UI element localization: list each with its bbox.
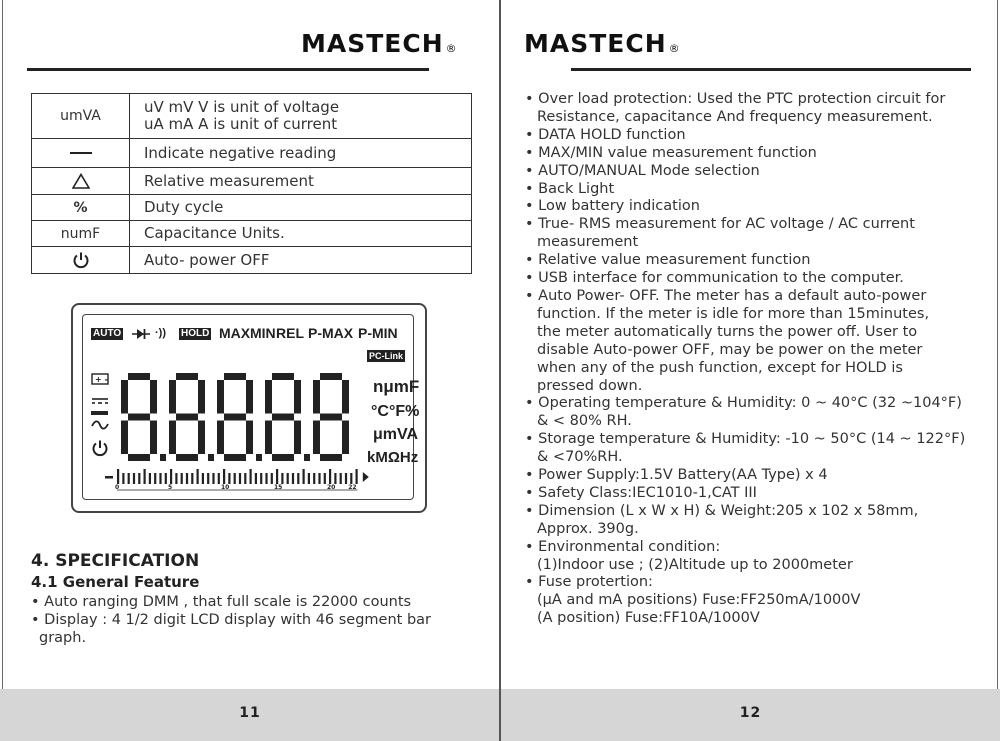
bar-segment <box>292 473 294 484</box>
feature-list <box>525 91 965 628</box>
digit-segment <box>342 380 349 414</box>
symbol-cell <box>32 247 130 274</box>
feature-item: • Storage temperature & Humidity: -10 ~ 50°C (14 ~ 122°F) <box>525 431 966 448</box>
power-icon <box>72 251 90 269</box>
digit-segment <box>342 421 349 455</box>
symbol-cell: umVA <box>32 94 130 139</box>
feature-item: • True- RMS measurement for AC voltage / AC current <box>525 216 915 233</box>
bar-segment <box>197 469 199 484</box>
feature-item: • Over load protection: Used the PTC protection circuit for <box>525 91 946 107</box>
feature-item-continuation: (1)Indoor use ; (2)Altitude up to 2000meter <box>537 556 853 573</box>
page-edge <box>2 0 3 741</box>
feature-line: • Display : 4 1/2 digit LCD display with 46 segment bar <box>31 612 432 628</box>
feature-item: • Auto Power- OFF. The meter has a default auto-power <box>525 287 927 304</box>
section-heading: 4. SPECIFICATION <box>31 551 200 571</box>
feature-item: • Back Light <box>525 180 615 197</box>
digit-segment <box>320 373 342 380</box>
digit-segment <box>320 454 342 461</box>
bar-segment <box>144 469 146 484</box>
symbol-cell: numF <box>32 221 130 247</box>
bar-segment <box>122 473 124 484</box>
bar-segment <box>308 473 310 484</box>
digit-segment <box>217 380 224 414</box>
feature-item-continuation: (μA and mA positions) Fuse:FF250mA/1000V <box>537 592 861 609</box>
digit-segment <box>246 421 253 455</box>
bar-segment <box>324 473 326 484</box>
bar-segment <box>340 473 342 484</box>
bar-segment <box>234 473 236 484</box>
min-indicator: MIN <box>250 325 276 341</box>
auto-indicator: AUTO <box>93 328 122 339</box>
bar-segment <box>334 473 336 484</box>
header-rule <box>571 68 971 71</box>
bar-segment <box>202 473 204 484</box>
svg-text:+ -: + - <box>95 375 108 384</box>
ac-icon <box>91 420 109 430</box>
diode-icon <box>132 328 150 340</box>
digit-segment <box>128 454 150 461</box>
header-rule <box>27 68 429 71</box>
symbol-cell <box>32 139 130 168</box>
feature-item: • DATA HOLD function <box>525 126 686 143</box>
subsection-heading: 4.1 General Feature <box>31 573 200 591</box>
feature-item: • Dimension (L x W x H) & Weight:205 x 102 x 58mm, <box>525 502 919 519</box>
digit-segment <box>320 414 342 421</box>
table-row <box>32 247 472 274</box>
digit-segment <box>128 373 150 380</box>
bar-segment <box>165 473 167 484</box>
bar-segment <box>218 473 220 484</box>
feature-item-continuation: function. If the meter is idle for more than 15minutes, <box>537 305 930 322</box>
bar-segment <box>117 469 119 484</box>
digit-segment <box>121 421 128 455</box>
description-cell: Duty cycle <box>130 195 472 221</box>
decimal-point <box>160 454 166 461</box>
scale-label: 0 <box>115 484 120 491</box>
rel-indicator: REL <box>276 325 304 341</box>
scale-label: 20 <box>327 484 336 491</box>
temperature-units: °C°F% <box>371 403 420 420</box>
digit-segment <box>294 421 301 455</box>
digit-segment <box>265 421 272 455</box>
bar-segment <box>287 473 289 484</box>
feature-item-continuation: pressed down. <box>537 377 643 394</box>
bar-segment <box>281 473 283 484</box>
scale-label: 5 <box>168 484 173 491</box>
feature-item-continuation: & <70%RH. <box>537 449 623 466</box>
bar-overflow-arrow <box>363 472 369 482</box>
digit-segment <box>272 414 294 421</box>
bar-segment <box>191 473 193 484</box>
decimal-point <box>208 454 214 461</box>
table-row <box>32 195 472 221</box>
digit-segment <box>176 373 198 380</box>
brand-logo: MASTECH ® <box>524 29 681 58</box>
bar-segment <box>303 469 305 484</box>
bar-segment <box>228 473 230 484</box>
minus-icon <box>70 152 92 155</box>
digit-segment <box>294 380 301 414</box>
feature-item: • USB interface for communication to the computer. <box>525 270 904 287</box>
bar-segment <box>149 473 151 484</box>
frequency-units: kMΩHz <box>367 449 419 466</box>
page-number: 12 <box>739 705 762 721</box>
digit-segment <box>224 454 246 461</box>
bar-segment <box>345 473 347 484</box>
delta-icon <box>72 173 90 189</box>
bar-segment <box>138 473 140 484</box>
auto-power-off-icon <box>91 439 109 457</box>
page-edge <box>997 0 998 741</box>
negative-sign-icon <box>91 411 108 415</box>
feature-line: • Auto ranging DMM , that full scale is 22000 counts <box>31 594 412 610</box>
feature-item: • AUTO/MANUAL Mode selection <box>525 162 760 179</box>
digit-segment <box>217 421 224 455</box>
bar-segment <box>313 473 315 484</box>
bar-segment <box>250 469 252 484</box>
feature-item-continuation: (A position) Fuse:FF10A/1000V <box>537 610 760 627</box>
hold-indicator: HOLD <box>181 328 210 339</box>
bar-segment <box>297 473 299 484</box>
digit-segment <box>313 380 320 414</box>
bar-segment <box>159 473 161 484</box>
lcd-display-diagram <box>71 303 427 513</box>
bar-segment <box>154 473 156 484</box>
digit-segment <box>198 421 205 455</box>
decimal-point <box>256 454 262 461</box>
scale-label: 10 <box>221 484 230 491</box>
digit-segment <box>265 380 272 414</box>
feature-item: • Environmental condition: <box>525 538 721 555</box>
bar-segment <box>276 469 278 484</box>
digit-segment <box>176 414 198 421</box>
digit-segment <box>176 454 198 461</box>
page-footer <box>0 689 500 741</box>
brand-logo: MASTECH ® <box>301 29 458 58</box>
digit-segment <box>169 421 176 455</box>
description-line: uV mV V is unit of voltage <box>144 98 340 116</box>
digit-segment <box>150 421 157 455</box>
bar-segment <box>318 473 320 484</box>
bar-segment <box>271 473 273 484</box>
feature-item-continuation: Approx. 390g. <box>537 520 639 537</box>
feature-item-continuation: & < 80% RH. <box>537 413 632 430</box>
bar-segment <box>329 469 331 484</box>
bar-segment <box>239 473 241 484</box>
digit-segment <box>224 414 246 421</box>
feature-item-continuation: measurement <box>537 234 639 251</box>
bar-segment <box>207 473 209 484</box>
lcd-panel <box>82 314 420 500</box>
digit-segment <box>121 380 128 414</box>
digit-segment <box>128 414 150 421</box>
feature-item: • Low battery indication <box>525 198 700 215</box>
description-cell: Capacitance Units. <box>130 221 472 247</box>
bar-segment <box>223 469 225 484</box>
digit-segment <box>224 373 246 380</box>
digit-segment <box>169 380 176 414</box>
bar-graph <box>105 469 390 495</box>
description-cell: Auto- power OFF <box>130 247 472 274</box>
bar-segment <box>255 473 257 484</box>
table-row <box>32 168 472 195</box>
feature-item: • Fuse protertion: <box>525 574 653 591</box>
digit-segment <box>150 380 157 414</box>
bar-segment <box>356 469 358 484</box>
battery-icon <box>91 373 109 385</box>
digit-segment <box>246 380 253 414</box>
bar-segment <box>350 473 352 484</box>
digit-segment <box>198 380 205 414</box>
main-digits <box>117 373 367 469</box>
digit-segment <box>272 454 294 461</box>
symbol-cell: % <box>32 195 130 221</box>
pmax-indicator: P-MAX <box>308 325 354 341</box>
bar-segment <box>181 473 183 484</box>
feature-item-continuation: the meter automatically turns the power off. User to <box>537 323 918 340</box>
digit-segment <box>272 373 294 380</box>
feature-item: • Safety Class:IEC1010-1,CAT III <box>525 484 757 501</box>
description-cell: Indicate negative reading <box>130 139 472 168</box>
bar-segment <box>244 473 246 484</box>
feature-item: • Relative value measurement function <box>525 252 811 269</box>
bar-minus-sign <box>105 476 113 479</box>
feature-item: • MAX/MIN value measurement function <box>525 144 817 161</box>
description-line: uA mA A is unit of current <box>144 115 338 133</box>
capacitance-units: nμmF <box>373 377 420 396</box>
bar-segment <box>212 473 214 484</box>
bar-segment <box>260 473 262 484</box>
symbol-table <box>31 93 472 274</box>
scale-label: 15 <box>274 484 283 491</box>
max-indicator: MAX <box>219 325 251 341</box>
bar-segment <box>133 473 135 484</box>
feature-item-continuation: when any of the push function, except for HOLD is <box>537 359 903 376</box>
description-cell <box>130 94 472 139</box>
bar-segment <box>170 469 172 484</box>
pclink-indicator: PC-Link <box>369 351 404 361</box>
table-row <box>32 94 472 139</box>
bar-segment <box>175 473 177 484</box>
page-number: 11 <box>239 705 261 721</box>
buzzer-icon: ·)) <box>155 327 166 339</box>
digit-segment <box>313 421 320 455</box>
feature-line: graph. <box>39 630 87 646</box>
table-row <box>32 221 472 247</box>
voltage-current-units: μmVA <box>373 426 419 443</box>
feature-item-continuation: Resistance, capacitance And frequency measurement. <box>537 108 933 125</box>
description-cell: Relative measurement <box>130 168 472 195</box>
bar-segment <box>128 473 130 484</box>
dc-icon <box>91 397 109 405</box>
scale-label: 22 <box>348 484 357 491</box>
table-row <box>32 139 472 168</box>
pmin-indicator: P-MIN <box>358 325 398 341</box>
feature-item: • Operating temperature & Humidity: 0 ~ 40°C (32 ~104°F) <box>525 395 962 412</box>
symbol-cell <box>32 168 130 195</box>
page-footer <box>501 689 1000 741</box>
bar-segment <box>265 473 267 484</box>
feature-item: • Power Supply:1.5V Battery(AA Type) x 4 <box>525 467 828 484</box>
feature-item-continuation: disable Auto-power OFF, may be power on the meter <box>537 341 923 358</box>
decimal-point <box>304 454 310 461</box>
bar-segment <box>186 473 188 484</box>
